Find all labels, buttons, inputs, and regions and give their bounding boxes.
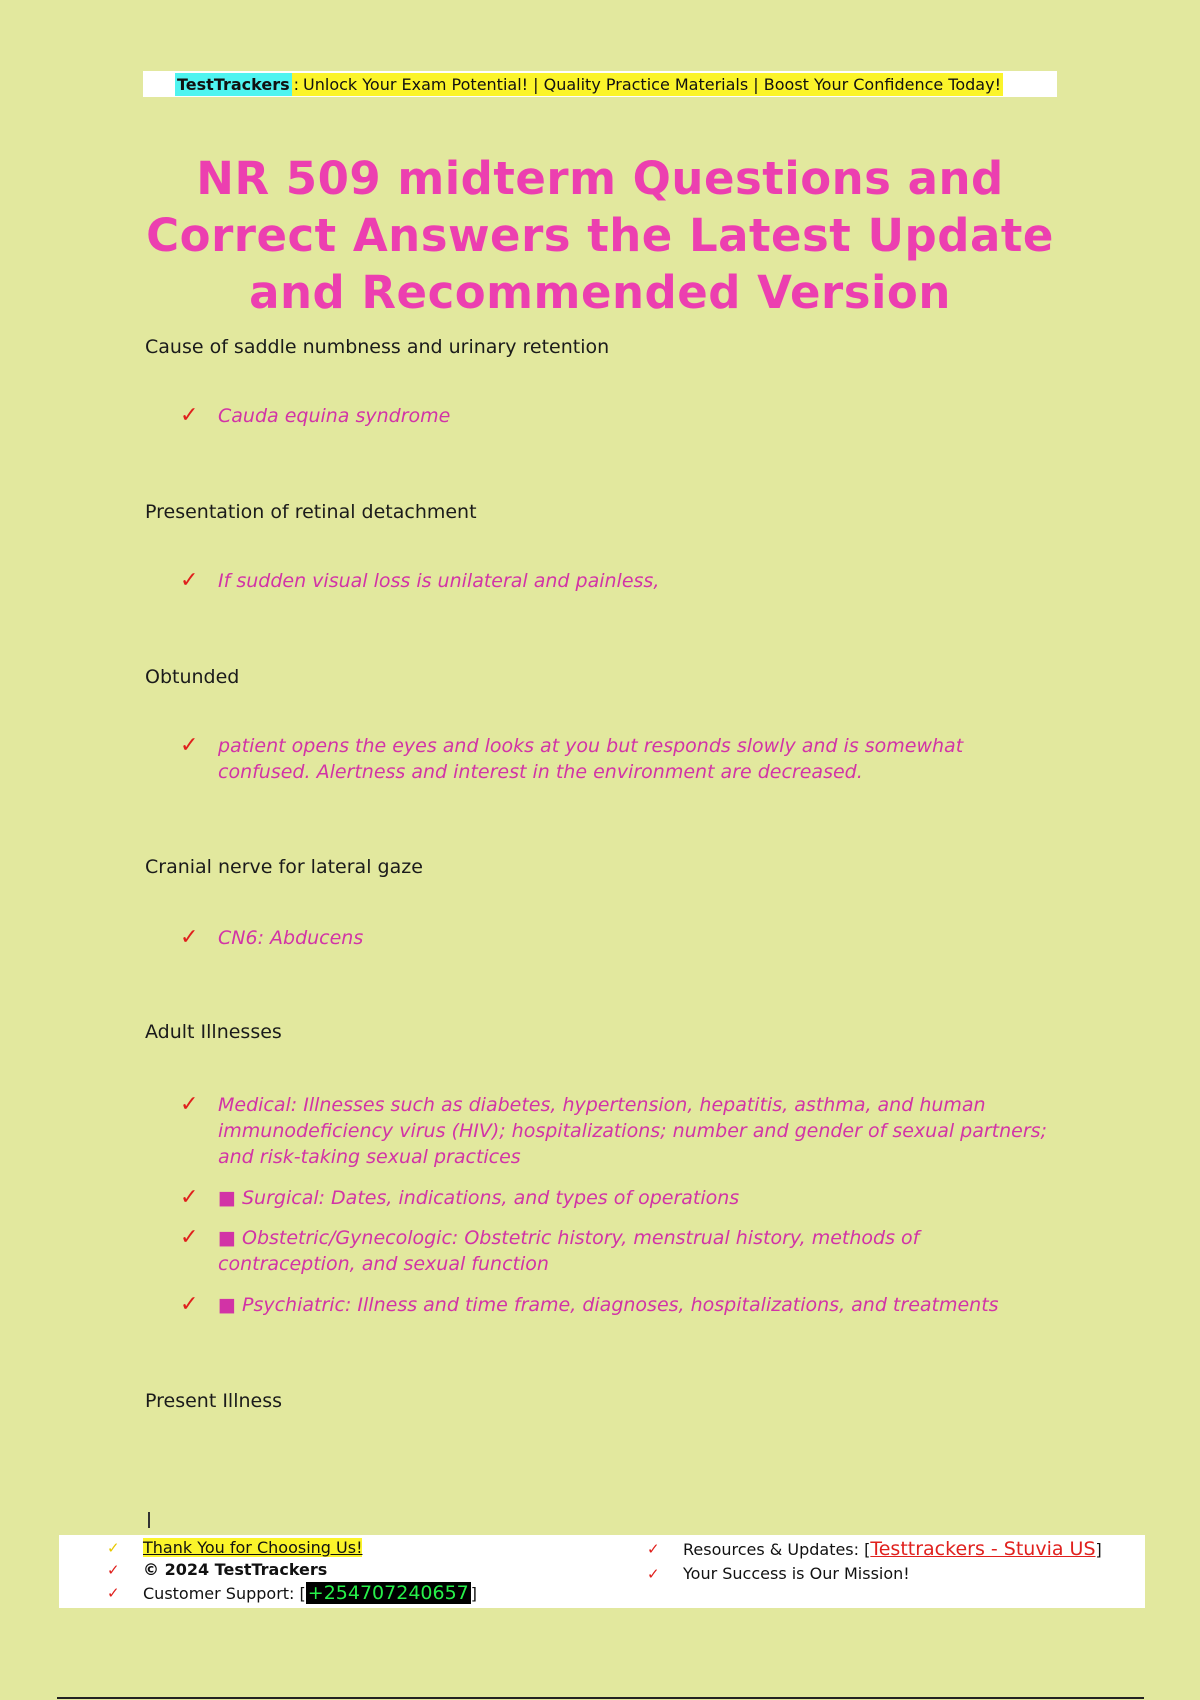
mission-text: Your Success is Our Mission!	[683, 1564, 910, 1583]
footer-thanks	[107, 1538, 362, 1557]
checkmark-icon: ✓	[180, 1185, 199, 1210]
answer-item	[180, 733, 1060, 785]
answer-text: Medical: Illnesses such as diabetes, hypertension, hepatitis, asthma, and human immunodeficiency virus (HIV); hospitalizations; number and gender of sexual partners; and risk-taking sexual practices	[218, 1094, 1047, 1168]
checkmark-icon: ✓	[180, 403, 199, 428]
document-title: NR 509 midterm Questions and Correct Answers the Latest Update and Recommended Version	[146, 152, 1054, 319]
checkmark-icon: ✓	[180, 568, 199, 593]
text-cursor	[148, 1512, 150, 1528]
answer-item	[180, 925, 1060, 951]
thanks-text: Thank You for Choosing Us!	[143, 1538, 363, 1557]
question-text: Present Illness	[145, 1390, 283, 1412]
answer-item	[180, 1292, 1060, 1318]
checkmark-icon: ✓	[180, 1292, 199, 1317]
checkmark-icon: ✓	[647, 1540, 660, 1558]
banner-tagline: Unlock Your Exam Potential! | Quality Practice Materials | Boost Your Confidence Today!	[303, 74, 1001, 94]
footer-resources	[647, 1538, 1102, 1560]
resources-label: Resources & Updates: [	[683, 1539, 871, 1559]
support-close: ]	[470, 1583, 478, 1603]
checkmark-icon: ✓	[180, 1092, 199, 1117]
question-text: Presentation of retinal detachment	[145, 501, 477, 523]
answer-item	[180, 1185, 1060, 1211]
answer-item	[180, 403, 1060, 429]
question-text: Adult Illnesses	[145, 1021, 282, 1043]
checkmark-icon: ✓	[107, 1538, 120, 1557]
answer-text: If sudden visual loss is unilateral and painless,	[218, 570, 660, 592]
answer-item	[180, 1092, 1060, 1170]
question-text: Obtunded	[145, 666, 240, 688]
checkmark-icon: ✓	[180, 1225, 199, 1250]
banner-brand: TestTrackers	[177, 74, 290, 94]
footer-support	[107, 1582, 477, 1604]
answer-text: Cauda equina syndrome	[218, 405, 451, 427]
checkmark-icon: ✓	[180, 733, 199, 758]
banner-separator: :	[293, 74, 300, 94]
answer-item	[180, 568, 1060, 594]
answer-text: ■ Obstetric/Gynecologic: Obstetric history, menstrual history, methods of contraception, and sexual function	[218, 1227, 920, 1275]
answer-text: ■ Surgical: Dates, indications, and types of operations	[218, 1187, 740, 1209]
footer-copyright	[107, 1560, 327, 1579]
promo-banner	[143, 71, 1057, 97]
checkmark-icon: ✓	[107, 1584, 120, 1602]
footer-mission	[647, 1564, 910, 1583]
bottom-divider	[57, 1697, 1144, 1699]
answer-item	[180, 1225, 1060, 1277]
answer-text: ■ Psychiatric: Illness and time frame, diagnoses, hospitalizations, and treatments	[218, 1294, 999, 1316]
support-phone[interactable]: +254707240657	[307, 1582, 469, 1604]
resources-close: ]	[1095, 1539, 1102, 1559]
support-label: Customer Support: [	[143, 1583, 306, 1603]
question-text: Cranial nerve for lateral gaze	[145, 856, 423, 878]
checkmark-icon: ✓	[180, 925, 199, 950]
checkmark-icon: ✓	[107, 1560, 120, 1579]
answer-text: patient opens the eyes and looks at you but responds slowly and is somewhat confused. Alertness and interest in the environment are decreased.	[218, 735, 964, 783]
checkmark-icon: ✓	[647, 1564, 660, 1583]
question-text: Cause of saddle numbness and urinary retention	[145, 336, 610, 358]
stuvia-link[interactable]: Testtrackers - Stuvia US	[870, 1538, 1096, 1560]
copyright-text: © 2024 TestTrackers	[143, 1560, 328, 1579]
answer-text: CN6: Abducens	[218, 927, 364, 949]
footer-box	[59, 1535, 1145, 1608]
